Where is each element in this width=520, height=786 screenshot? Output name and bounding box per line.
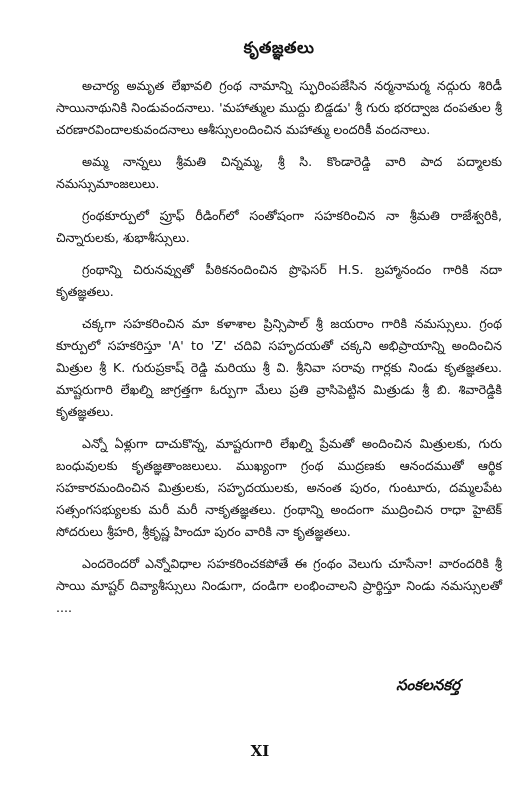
signature: సంకలనకర్త [396,676,460,694]
paragraph-1: అచార్య అమృత లేఖావలి గ్రంథ నామాన్ని స్ఫురింపజేసిన నర్మనామర్మ నద్గురు శిరిడీ సాయినాథునికి నిండువందనాలు. 'మహాత్ముల ముద్దు బిడ్డడు' శ్రీ గురు భరద్వాజ దంపతుల శ్రీ చరణారవిందాలకువందనాలు ఆశీస్సులందించిన మహాత్ము లందరికీ వందనాలు. [56,78,502,137]
paragraph-4: గ్రంథాన్ని చిరునవ్వుతో పీఠికనందించిన ప్రొఫెసర్ H.S. బ్రహ్మానందం గారికి నదా కృతజ్ఞతలు. [56,262,502,299]
page-title: కృతజ్ఞతలు [243,38,315,57]
paragraph-7: ఎందరెందరో ఎన్నోవిధాల సహకరించకపోతే ఈ గ్రంథం వెలుగు చూసేనా! వారందరికి శ్రీ సాయి మాష్టర్ దివ్యాశీస్సులు నిండుగా, దండిగా లంభించాలని ప్రార్థిస్తూ నిండు నమస్సులతో .... [56,556,502,615]
page-number: XI [250,742,270,760]
paragraph-3: గ్రంథకూర్పులో ప్రూఫ్ రీడింగ్‌లో సంతోషంగా సహకరించిన నా శ్రీమతి రాజేశ్వరికి, చిన్నారులకు, శుభాశీస్సులు. [56,208,502,245]
paragraph-6: ఎన్నో ఏళ్లుగా దాచుకొన్న, మాష్టరుగారి లేఖల్ని ప్రేమతో అందించిన మిత్రులకు, గురు బంధువులకు కృతజ్ఞతాంజలులు. ముఖ్యంగా గ్రంథ ముద్రణకు ఆనందముతో ఆర్థిక సహకారమందించిన మిత్రులకు, సహృదయులకు, అనంత పురం, గుంటూరు, దమ్మలపేట సత్సంగసభ్యులకు మరీ మరీ నాకృతజ్ఞతలు. గ్రంథాన్ని అందంగా ముద్రించిన రాధా హైటెక్ సోదరులు శ్రీహరి, శ్రీకృష్ణ హిందూ పురం వారికి నా కృతజ్ఞతలు. [56,436,502,539]
paragraph-2: అమ్మ నాన్నలు శ్రీమతి చిన్నమ్మ, శ్రీ సి. కొండారెడ్డి వారి పాద పద్మాలకు నమస్సుమాంజలులు. [56,154,502,191]
paragraph-5: చక్కగా సహకరించిన మా కళాశాల ప్రిన్సిపాల్ శ్రీ జయరాం గారికి నమస్సులు. గ్రంథ కూర్పులో సహకరిస్తూ 'A' to 'Z' చదివి సహృదయతో చక్కని అభిప్రాయాన్ని అందించిన మిత్రుల శ్రీ K. గురుప్రకాష్ రెడ్డి మరియు శ్రీ వి. శ్రీనివా సరావు గార్లకు నిండు కృతజ్ఞతలు. మాష్టరుగారి లేఖల్ని జాగ్రత్తగా ఓర్పుగా మేలు ప్రతి వ్రాసిపెట్టిన మిత్రుడు శ్రీ బి. శివారెడ్డికి కృతజ్ఞతలు. [56,316,502,419]
